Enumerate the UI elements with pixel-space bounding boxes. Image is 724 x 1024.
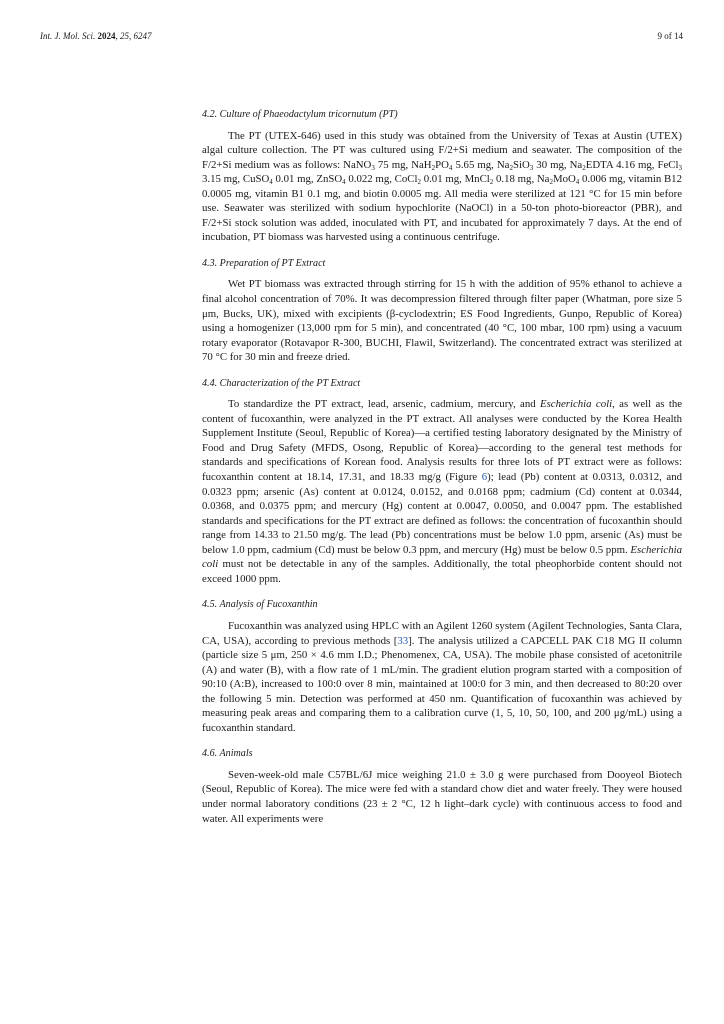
page-number: 9 of 14: [657, 31, 683, 41]
paragraph-fucoxanthin-analysis: Fucoxanthin was analyzed using HPLC with an Agilent 1260 system (Agilent Technologies, Santa Clara, CA, USA), according to previous methods [33]. The analysis utilized a CAPCELL PAK C18 MG II column (particle size 5 μm, 250 × 4.6 mm I.D.; Phenomenex, CA, USA). The mobile phase consisted of acetonitrile (A) and water (B), with a flow rate of 1 mL/min. The gradient elution program started with a composition of 90:10 (A:B), increased to 100:0 over 8 min, maintained at 100:0 for 3 min, and then decreased to 80:20 over the following 5 min. Detection was performed at 450 nm. Quantification of fucoxanthin was achieved by measuring peak areas and comparing them to a calibration curve (1, 5, 10, 50, 100, and 200 μg/mL) using a fucoxanthin standard.: [202, 619, 682, 734]
journal-name: Int. J. Mol. Sci.: [40, 31, 96, 41]
paragraph-characterization: To standardize the PT extract, lead, arsenic, cadmium, mercury, and Escherichia coli, as well as the content of fucoxanthin, were analyzed in the PT extract. All analyses were conducted by the Korea Health Supplement Institute (Seoul, Republic of Korea)—a certified testing laboratory designated by the Ministry of Food and Drug Safety (MFDS, Osong, Republic of Korea)—according to the general test methods for standards and specifications of Korean food. Analysis results for three lots of PT extract were as follows: fucoxanthin content at 18.14, 17.31, and 18.33 mg/g (Figure 6); lead (Pb) content at 0.0313, 0.0312, and 0.0323 ppm; arsenic (As) content at 0.0124, 0.0152, and 0.0168 ppm; cadmium (Cd) content at 0.0344, 0.0368, and 0.0375 ppm; and mercury (Hg) content at 0.0047, 0.0050, and 0.0047 ppm. The established standards and specifications for the PT extract are defined as follows: the concentration of fucoxanthin should range from 14.33 to 21.50 mg/g. The lead (Pb) concentrations must be below 1.0 ppm, arsenic (As) must be below 1.0 ppm, cadmium (Cd) must be below 0.3 ppm, and mercury (Hg) must be below 0.5 ppm. Escherichia coli must not be detectable in any of the samples. Additionally, the total pheophorbide content should not exceed 1000 ppm.: [202, 398, 683, 585]
journal-year: 2024: [97, 31, 116, 41]
journal-citation: [40, 31, 152, 41]
section-heading-4-3: 4.3. Preparation of PT Extract: [202, 257, 326, 269]
section-heading-4-2: 4.2. Culture of Phaeodactylum tricornutum (PT): [202, 109, 398, 120]
journal-volume: , 25, 6247: [115, 31, 152, 41]
paragraph-culture: The PT (UTEX-646) used in this study was obtained from the University of Texas at Austin (UTEX) algal culture collection. The PT was cultured using F/2+Si medium and seawater. The composition of the F/2+Si medium was as follows: NaNO$_3$ 75 mg, $NaH_2PO_4$ 5.65 mg, $Na_2SiO_3$ 30 mg, $Na_2EDTA$ 4.16 mg, FeCl$_3$ 3.15 mg, CuSO$_4$ 0.01 mg, ZnSO$_4$ 0.022 mg, CoCl$_2$ 0.01 mg, MnCl$_2$ 0.18 mg, $Na_2MoO_4$ 0.006 mg, vitamin B12 0.0005 mg, vitamin B1 0.1 mg, and biotin 0.0005 mg. All media were sterilized at 121 °C for 15 min before use. Seawater was sterilized with sodium hypochlorite (NaOCl) in a 50-ton photo-bioreactor (PBR), and F/2+Si stock solution was added, inoculated with PT, and incubated for approximately 7 days. At the end of incubation, PT biomass was harvested using a continuous centrifuge.: [202, 129, 683, 244]
article-body: [202, 108, 682, 826]
section-heading-4-6: 4.6. Animals: [202, 748, 253, 760]
paragraph-animals: Seven-week-old male C57BL/6J mice weighing 21.0 ± 3.0 g were purchased from Dooyeol Biotech (Seoul, Republic of Korea). The mice were fed with a standard chow diet and water freely. They were housed under normal laboratory conditions (23 ± 2 °C, 12 h light–dark cycle) with continuous access to food and water. All experiments were: [202, 768, 682, 825]
figure-link[interactable]: 6: [481, 471, 488, 484]
page-header: [40, 31, 683, 45]
section-heading-4-4: 4.4. Characterization of the PT Extract: [202, 377, 361, 389]
section-heading-4-5: 4.5. Analysis of Fucoxanthin: [202, 599, 318, 611]
reference-link[interactable]: 33: [397, 634, 409, 647]
paragraph-extract-preparation: Wet PT biomass was extracted through stirring for 15 h with the addition of 95% ethanol to achieve a final alcohol concentration of 70%. It was decompression filtered through filter paper (Whatman, pore size 5 μm, Bucks, UK), mixed with excipients (β-cyclodextrin; ES Food Ingredients, Gunpo, Republic of Korea) using a homogenizer (13,000 rpm for 5 min), and concentrated (40 °C, 100 mbar, 100 rpm) using a vacuum rotary evaporator (Rotavapor R-300, BUCHI, Flawil, Switzerland). The concentrated extract was sterilized at 70 °C for 30 min and freeze dried.: [202, 278, 682, 364]
